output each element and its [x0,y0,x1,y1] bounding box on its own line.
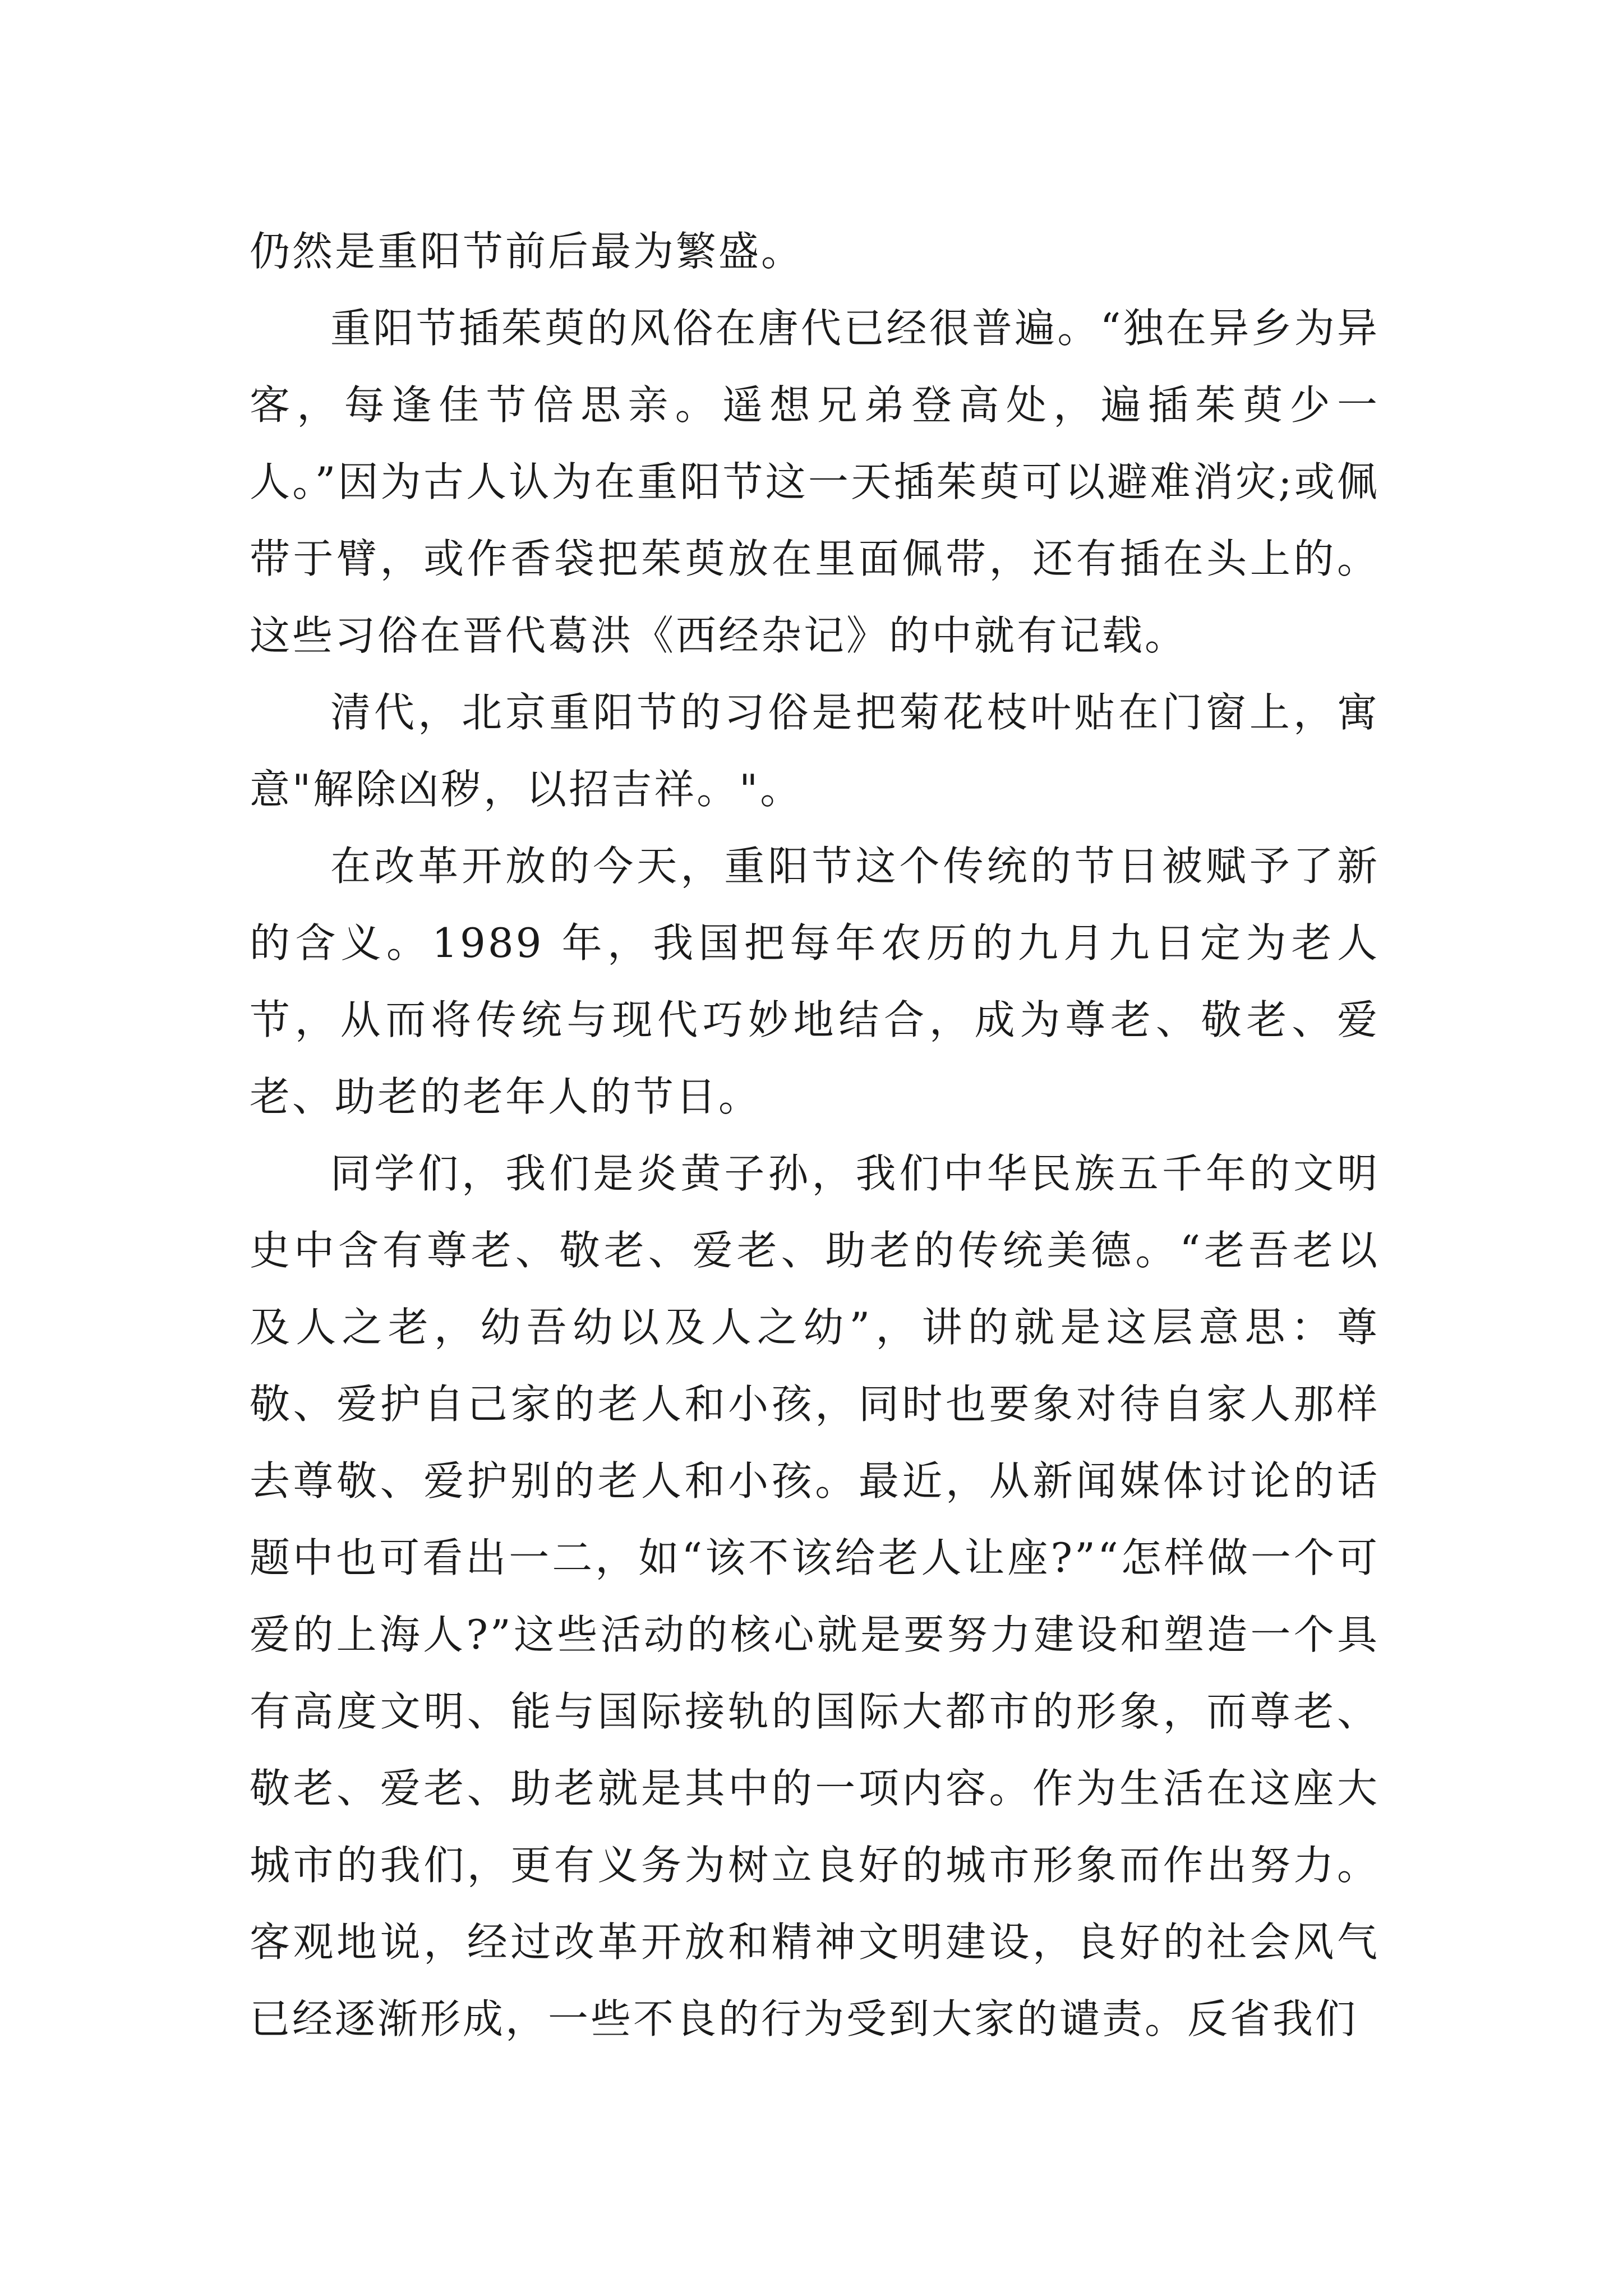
paragraph-5: 同学们，我们是炎黄子孙，我们中华民族五千年的文明史中含有尊老、敬老、爱老、助老的传统美德。“老吾老以及人之老，幼吾幼以及人之幼”，讲的就是这层意思：尊敬、爱护自己家的老人和小孩，同时也要象对待自家人那样去尊敬、爱护别的老人和小孩。最近，从新闻媒体讨论的话题中也可看出一二，如“该不该给老人让座?”“怎样做一个可爱的上海人?”这些活动的核心就是要努力建设和塑造一个具有高度文明、能与国际接轨的国际大都市的形象，而尊老、敬老、爱老、助老就是其中的一项内容。作为生活在这座大城市的我们，更有义务为树立良好的城市形象而作出努力。客观地说，经过改革开放和精神文明建设，良好的社会风气已经逐渐形成，一些不良的行为受到大家的谴责。反省我们 [250,1150,1380,2042]
paragraph-4: 在改革开放的今天，重阳节这个传统的节日被赋予了新的含义。1989 年，我国把每年农历的九月九日定为老人节，从而将传统与现代巧妙地结合，成为尊老、敬老、爱老、助老的老年人的节日。 [250,843,1380,1120]
document-body [250,213,1380,2058]
paragraph-1: 仍然是重阳节前后最为繁盛。 [250,228,804,275]
paragraph-2: 重阳节插茱萸的风俗在唐代已经很普遍。“独在异乡为异客，每逢佳节倍思亲。遥想兄弟登高处，遍插茱萸少一人。”因为古人认为在重阳节这一天插茱萸可以避难消灾;或佩带于臂，或作香袋把茱萸放在里面佩带，还有插在头上的。这些习俗在晋代葛洪《西经杂记》的中就有记载。 [250,305,1380,659]
paragraph-3: 清代，北京重阳节的习俗是把菊花枝叶贴在门窗上，寓意"解除凶秽，以招吉祥。"。 [250,689,1380,813]
